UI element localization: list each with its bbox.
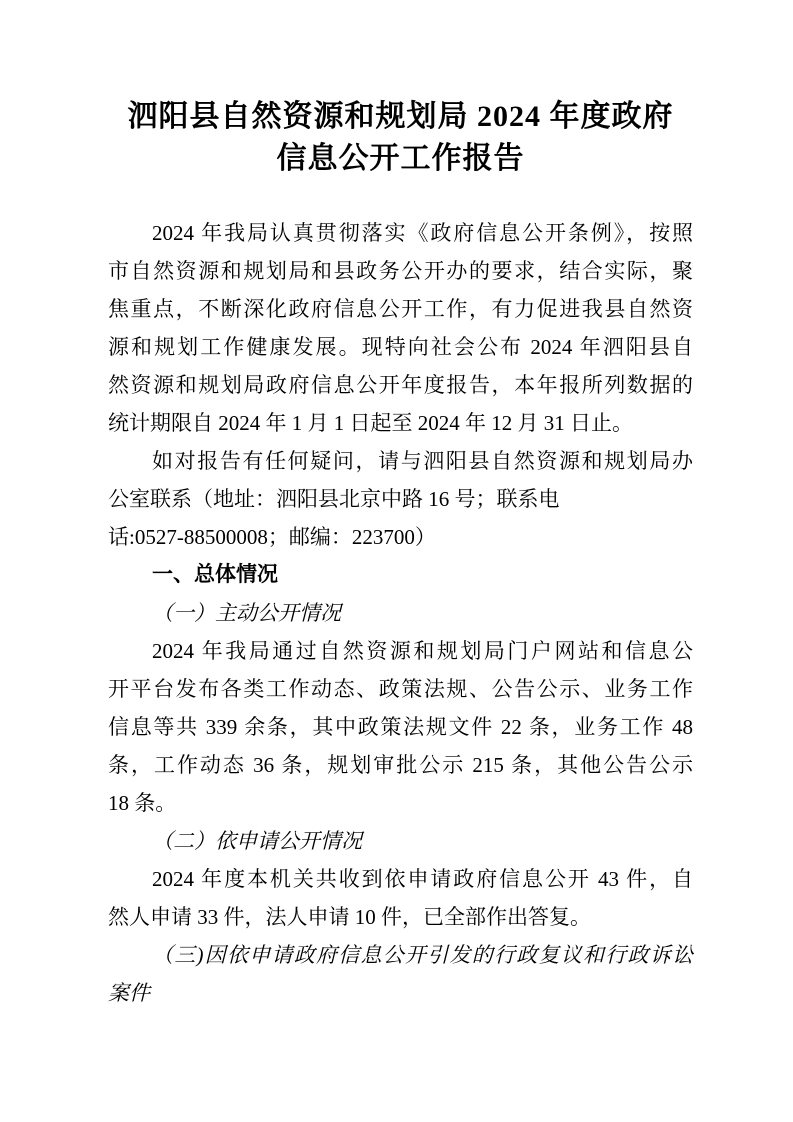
document-line: 如对报告有任何疑问，请与泗阳县自然资源和规划局办 (152, 449, 693, 473)
document-line: 2024 年我局通过自然资源和规划局门户网站和信息公 (152, 639, 693, 663)
document-line: 18 条。 (108, 791, 177, 815)
document-line: 统计期限自 2024 年 1 月 1 日起至 2024 年 12 月 31 日止。 (108, 411, 633, 435)
document-line: 开平台发布各类工作动态、政策法规、公告公示、业务工作 (108, 677, 693, 701)
document-line: 话:0527-88500008；邮编：223700） (108, 525, 436, 549)
document-line: 公室联系（地址：泗阳县北京中路 16 号；联系电 (108, 487, 560, 511)
document-line: 条，工作动态 36 条，规划审批公示 215 条，其他公告公示 (108, 753, 693, 777)
document-title-line-2: 信息公开工作报告 (276, 142, 525, 175)
document-line: 焦重点，不断深化政府信息公开工作，有力促进我县自然资 (108, 297, 693, 321)
document-line: 然人申请 33 件，法人申请 10 件，已全部作出答复。 (108, 905, 591, 929)
document-title (108, 96, 693, 180)
document-line: （一）主动公开情况 (152, 601, 341, 625)
document-line: 市自然资源和规划局和县政务公开办的要求，结合实际，聚 (108, 259, 693, 283)
document-line: （二）依申请公开情况 (152, 829, 362, 853)
document-line: 信息等共 339 余条，其中政策法规文件 22 条，业务工作 48 (108, 715, 693, 739)
document-line: 2024 年度本机关共收到依申请政府信息公开 43 件，自 (152, 867, 693, 891)
document-body (108, 214, 693, 1012)
document-line: 源和规划工作健康发展。现特向社会公布 2024 年泗阳县自 (108, 335, 693, 359)
document-title-line-1: 泗阳县自然资源和规划局 2024 年度政府 (127, 100, 674, 133)
document-line: 然资源和规划局政府信息公开年度报告，本年报所列数据的 (108, 373, 693, 397)
document-line: 2024 年我局认真贯彻落实《政府信息公开条例》，按照 (152, 221, 693, 245)
document-line: 案件 (108, 981, 150, 1005)
document-line: （三)因依申请政府信息公开引发的行政复议和行政诉讼 (152, 943, 693, 967)
document-line: 一、总体情况 (152, 563, 278, 586)
